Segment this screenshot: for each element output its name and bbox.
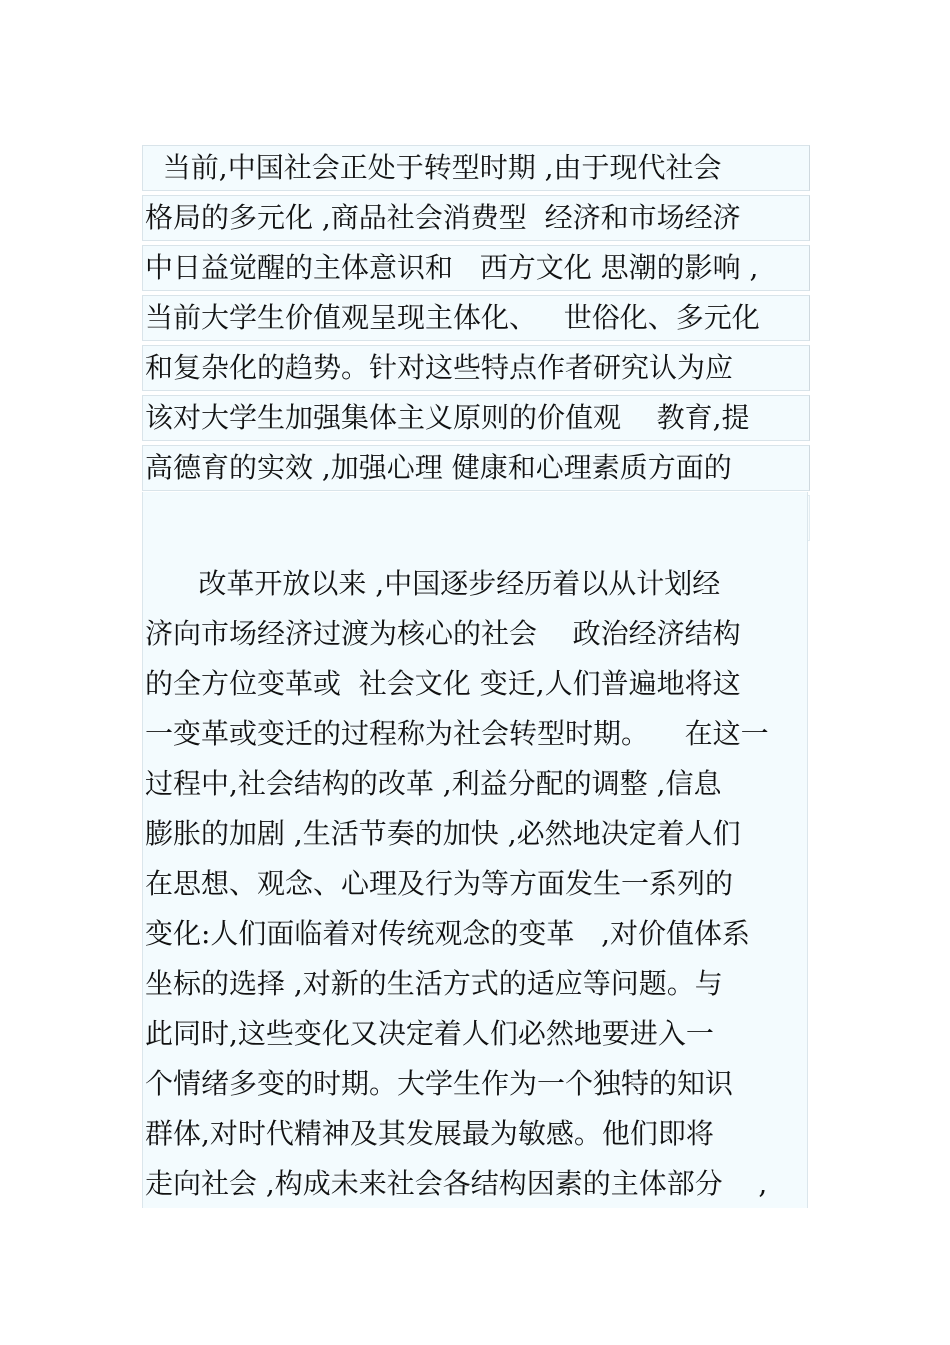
paragraph-1-line: 和复杂化的趋势。针对这些特点作者研究认为应	[142, 345, 810, 391]
paragraph-1-line: 当前,中国社会正处于转型时期 ,由于现代社会	[142, 145, 810, 191]
paragraph-1-line: 当前大学生价值观呈现主体化、 世俗化、多元化	[142, 295, 810, 341]
paragraph-2-line: 个情绪多变的时期。大学生作为一个独特的知识	[145, 1067, 734, 1100]
paragraph-2-line: 一变革或变迁的过程称为社会转型时期。 在这一	[145, 717, 769, 750]
paragraph-2-line: 在思想、观念、心理及行为等方面发生一系列的	[145, 867, 734, 900]
paragraph-2-line: 济向市场经济过渡为核心的社会 政治经济结构	[145, 617, 741, 650]
paragraph-2-line: 变化:人们面临着对传统观念的变革 ,对价值体系	[145, 917, 751, 950]
paragraph-2-line: 此同时,这些变化又决定着人们必然地要进入一	[145, 1017, 714, 1050]
paragraph-2-line: 膨胀的加剧 ,生活节奏的加快 ,必然地决定着人们	[145, 817, 741, 850]
paragraph-1-line: 高德育的实效 ,加强心理 健康和心理素质方面的	[142, 445, 810, 491]
paragraph-2-line: 过程中,社会结构的改革 ,利益分配的调整 ,信息	[145, 767, 722, 800]
paragraph-2-line: 改革开放以来 ,中国逐步经历着以从计划经	[145, 567, 721, 600]
paragraph-1	[142, 145, 810, 545]
paragraph-2-line: 群体,对时代精神及其发展最为敏感。他们即将	[145, 1117, 714, 1150]
paragraph-2	[142, 492, 808, 1208]
paragraph-1-line: 格局的多元化 ,商品社会消费型 经济和市场经济	[142, 195, 810, 241]
paragraph-1-line: 该对大学生加强集体主义原则的价值观 教育,提	[142, 395, 810, 441]
paragraph-2-line: 走向社会 ,构成未来社会各结构因素的主体部分 ,	[145, 1167, 768, 1200]
paragraph-2-line: 坐标的选择 ,对新的生活方式的适应等问题。与	[145, 967, 723, 1000]
paragraph-1-line: 中日益觉醒的主体意识和 西方文化 思潮的影响 ,	[142, 245, 810, 291]
paragraph-2-line: 的全方位变革或 社会文化 变迁,人们普遍地将这	[145, 667, 741, 700]
